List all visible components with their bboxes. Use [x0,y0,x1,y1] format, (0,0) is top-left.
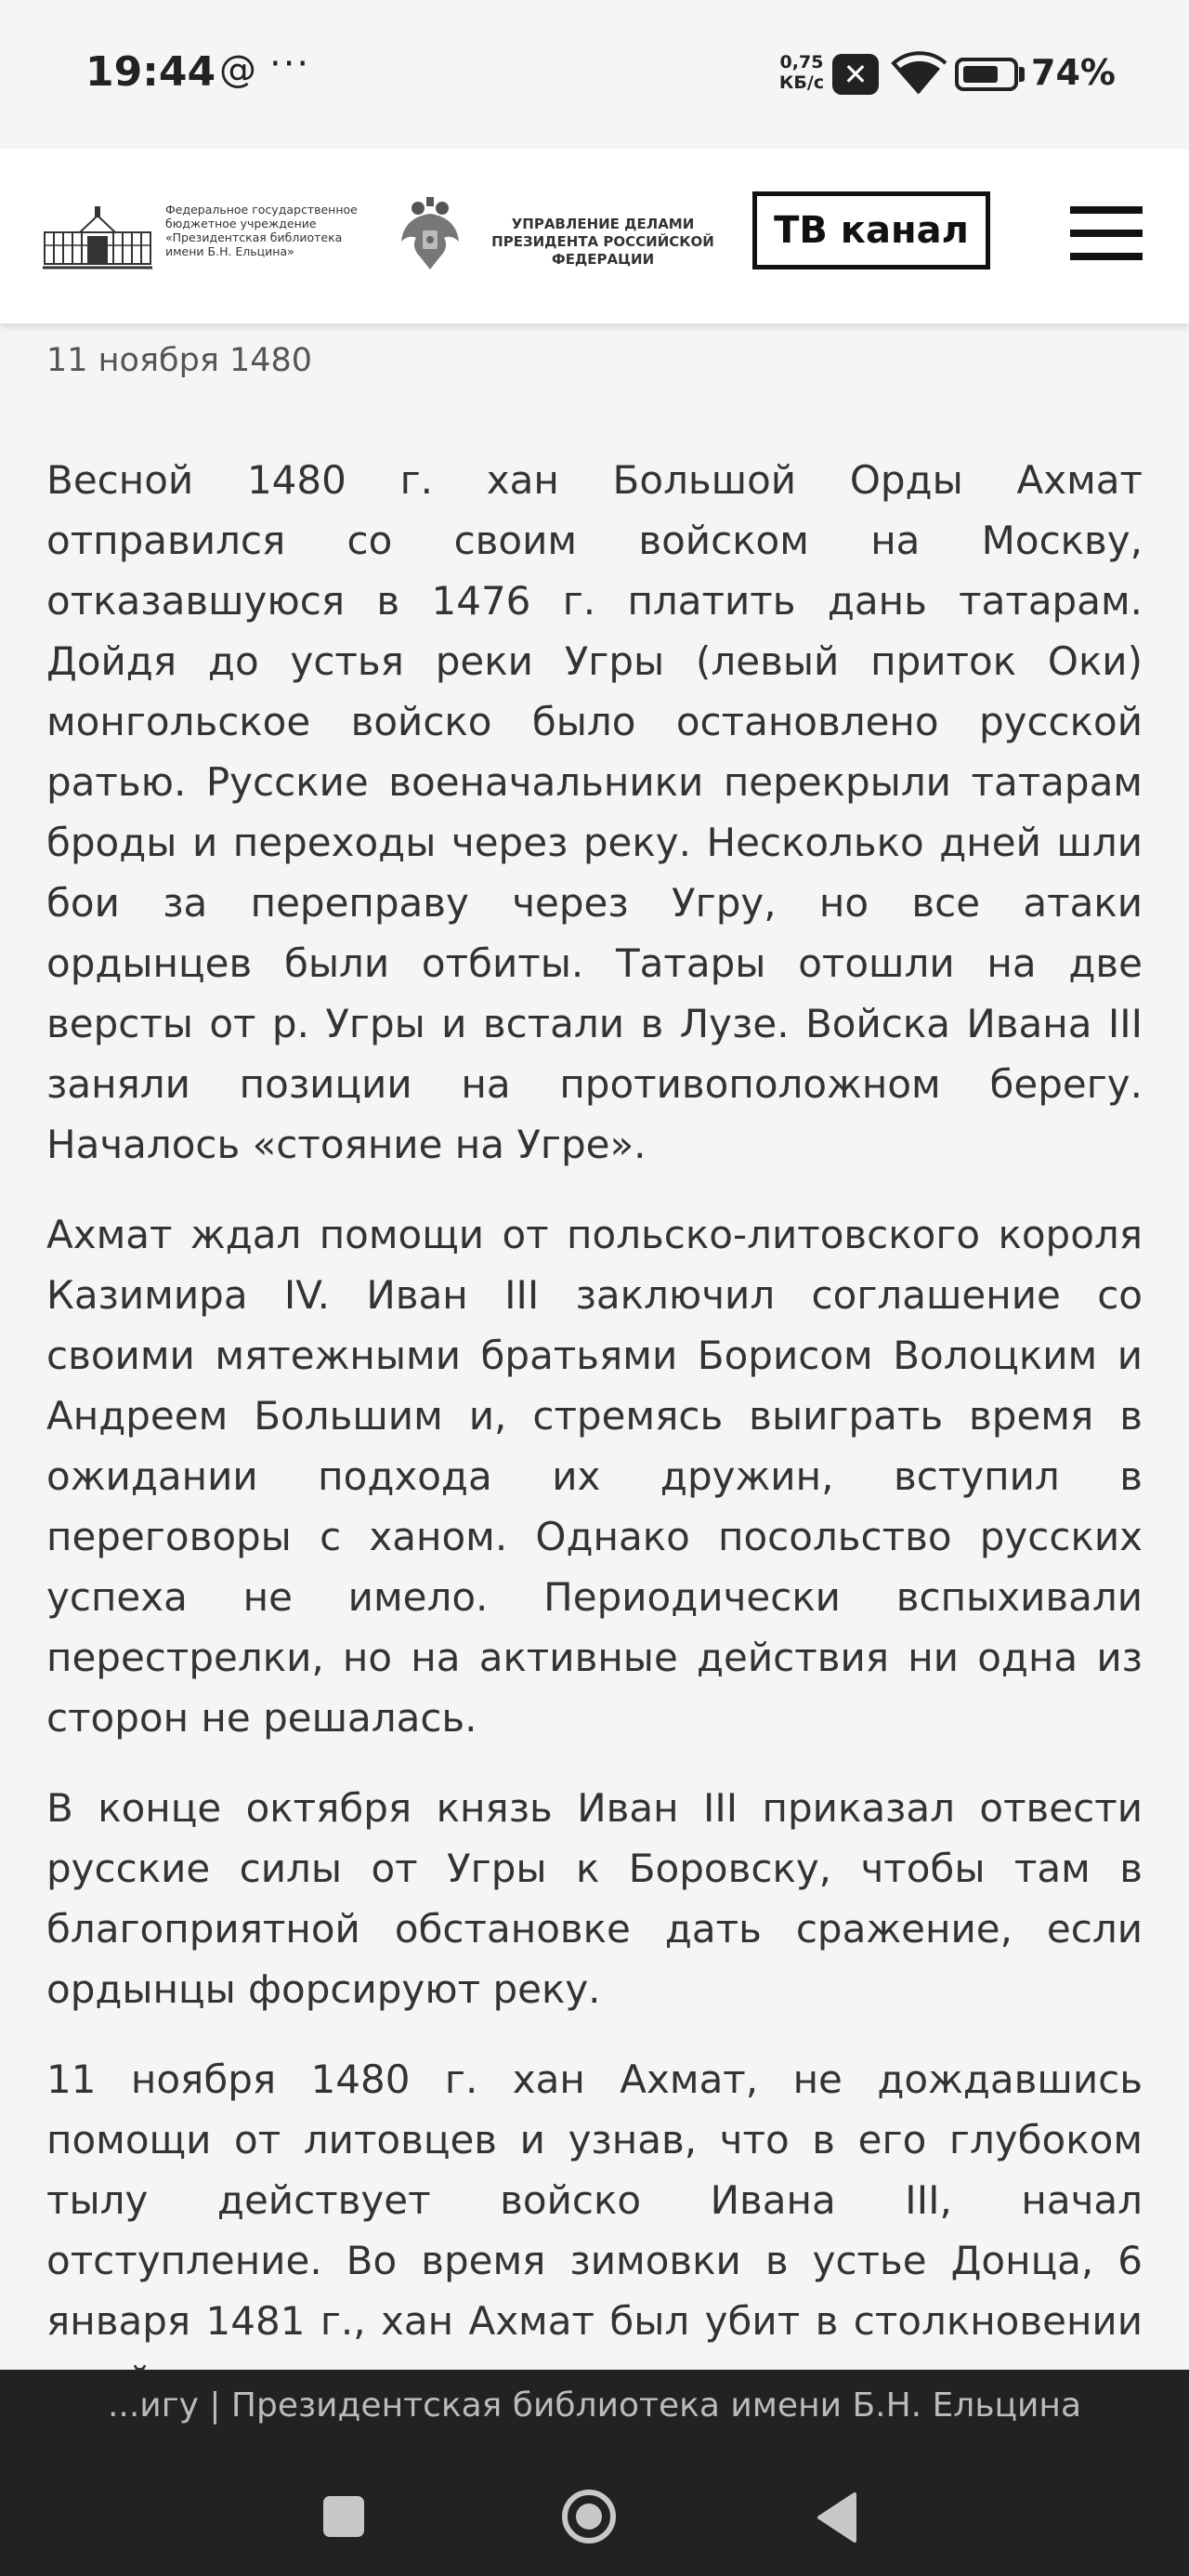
network-speed-value: 0,75 [779,52,824,72]
status-time: 19:44 [85,48,216,96]
article-content[interactable] [0,323,1189,2370]
article-paragraph: Весной 1480 г. хан Большой Орды Ахмат отправился со своим войском на Москву, отказавшуюся в 1476 г. платить дань татарам. Дойдя до устья реки Угры (левый приток Оки) монгольское войско было остановлено русской ратью. Русские военачальники перекрыли татарам броды и переходы через реку. Несколько дней шли бои за переправу через Угру, но все атаки ордынцев были отбиты. Татары отошли на две версты от р. Угры и встали в Лузе. Войска Ивана III заняли позиции на противоположном берегу. Началось «стояние на Угре». [46,457,1143,1167]
at-notification-icon: @ [219,48,256,91]
home-icon[interactable] [559,2487,619,2546]
back-icon[interactable] [814,2491,858,2544]
presidential-administration-name: УПРАВЛЕНИЕ ДЕЛАМИ ПРЕЗИДЕНТА РОССИЙСКОЙ ФЕДЕРАЦИИ [491,216,714,268]
system-nav-bar [0,2450,1189,2576]
site-header [0,149,1189,323]
network-speed-unit: КБ/с [778,72,825,93]
recent-apps-icon[interactable] [323,2496,364,2537]
battery-tip [1019,67,1025,82]
battery-percent: 74% [1031,52,1116,93]
more-notifications-icon: ··· [269,43,311,85]
presidential-library-logo-icon[interactable] [43,204,152,271]
tv-channel-button[interactable]: ТВ канал [752,191,990,269]
battery-icon [955,58,1018,91]
page-title: ...игу | Президентская библиотека имени Б.Н. Ельцина [107,2386,1082,2425]
menu-icon[interactable] [1070,206,1143,260]
status-bar [0,0,1189,149]
browser-title-bar[interactable] [0,2370,1189,2450]
menu-icon-bar [1070,230,1143,237]
wifi-icon [892,54,947,95]
battery-level [963,66,998,83]
network-speed [773,52,830,93]
article-date: 11 ноября 1480 [46,342,313,379]
menu-icon-bar [1070,253,1143,260]
library-name: Федеральное государственное бюджетное учреждение «Президентская библиотека имени Б.Н. Ельцина» [165,203,358,258]
coat-of-arms-icon[interactable] [398,195,463,273]
no-sim-icon: ✕ [832,54,879,95]
article-paragraph: В конце октября князь Иван III приказал отвести русские силы от Угры к Боровску, чтобы там в благоприятной обстановке дать сражение, если ордынцы форсируют реку. [46,1785,1143,2012]
article-body [46,450,1143,2441]
article-paragraph: 11 ноября 1480 г. хан Ахмат, не дождавшись помощи от литовцев и узнав, что в его глубоком тылу действует войско Ивана III, начал отступление. Во время зимовки в устье Донца, 6 января 1481 г., хан Ахмат был убит в столкновении [46,2057,1143,2344]
article-paragraph: Ахмат ждал помощи от польско-литовского короля Казимира IV. Иван III заключил соглашение со своими мятежными братьями Борисом Волоцким и Андреем Большим и, стремясь выиграть время в ожидании подхода их дружин, вступил в переговоры с ханом. Однако посольство русских успеха не имело. Периодически вспыхивали перестрелки, но на активные действия ни одна из сторон не решалась. [46,1212,1143,1741]
menu-icon-bar [1070,206,1143,214]
